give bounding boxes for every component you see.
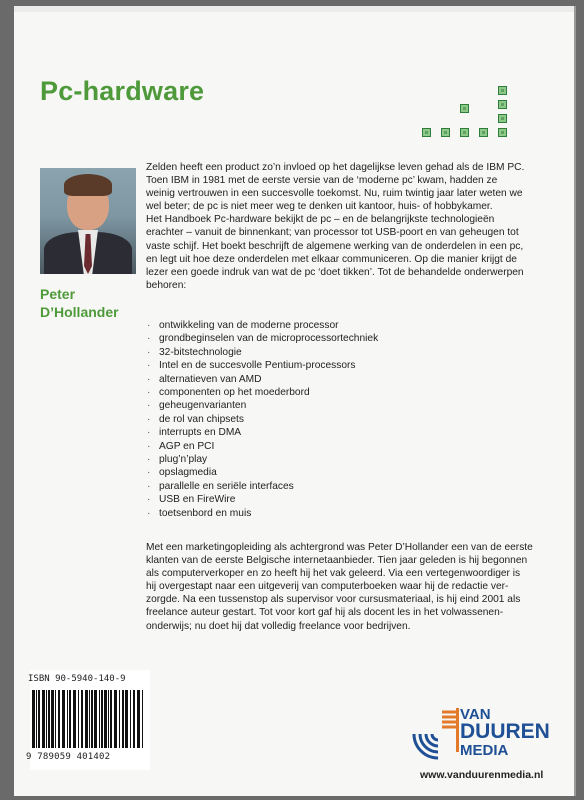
list-item: · de rol van chipsets: [146, 413, 378, 426]
logo-text-duuren: DUUREN: [460, 720, 550, 743]
list-item: · parallelle en seriële interfaces: [146, 480, 378, 493]
logo-accent-bar: [456, 708, 459, 752]
bio-line: Met een marketingopleiding als achtergrond was Peter D’Hollander een van de eerste: [146, 542, 533, 553]
barcode-bar: [42, 690, 45, 748]
barcode-bar: [73, 690, 76, 748]
intro-line: lezer een goede indruk van wat de pc ‘doet tikken’. Tot de behandelde onderwerpen: [146, 266, 524, 278]
bio-line: onderwijs; nu doet hij dat volledig freelance voor bedrijven.: [146, 620, 411, 632]
intro-line: Zelden heeft een product zo’n invloed op het dagelijkse leven gehad als de IBM PC.: [146, 162, 525, 173]
barcode-bar: [137, 690, 140, 748]
barcode-bar: [130, 690, 131, 748]
publisher-url: www.vanduurenmedia.nl: [420, 769, 544, 781]
intro-line: vaste schijf. Het boekt beschrijft de algemene werking van de onderdelen in een pc,: [146, 240, 524, 252]
author-last-name: D’Hollander: [40, 304, 119, 320]
barcode-bar: [32, 690, 35, 748]
decorative-squares: [422, 78, 522, 140]
list-item: · geheugenvarianten: [146, 399, 378, 412]
intro-line: behoren:: [146, 279, 187, 291]
square-icon: [460, 128, 469, 137]
square-icon: [441, 128, 450, 137]
intro-line: wel beter; de pc is niet meer weg te denken uit kantoor, huis- of hobbykamer.: [146, 201, 493, 213]
intro-line: en legt uit hoe deze onderdelen met elkaar communiceren. Op die manier krijgt de: [146, 253, 517, 265]
barcode-bar: [99, 690, 100, 748]
barcode-icon: [32, 690, 146, 748]
bio-line: hij overgestapt naar een uitgeverij van computerboeken waar hij de redactie ver-: [146, 581, 509, 593]
barcode-bar: [101, 690, 103, 748]
barcode-bar: [91, 690, 93, 748]
barcode-bar: [125, 690, 128, 748]
bio-line: als computerverkoper en zo heeft hij het vak geleerd. Via een vertegenwoordiger is: [146, 568, 521, 580]
book-title: Pc-hardware: [40, 76, 205, 106]
list-item: · Intel en de succesvolle Pentium-processors: [146, 359, 378, 372]
list-item: · USB en FireWire: [146, 493, 378, 506]
list-item: · componenten op het moederbord: [146, 386, 378, 399]
barcode-bar: [110, 690, 112, 748]
barcode-bar: [78, 690, 79, 748]
intro-line: Toen IBM in 1981 met de eerste versie van de ‘moderne pc’ kwam, hadden ze: [146, 175, 498, 187]
list-item: · ontwikkeling van de moderne processor: [146, 319, 378, 332]
square-icon: [460, 104, 469, 113]
square-icon: [498, 114, 507, 123]
intro-line: erachter – vanuit de binnenkant; van processor tot USB-poort en van geheugen tot: [146, 227, 519, 239]
book-back-cover: [14, 6, 574, 796]
barcode-bar: [46, 690, 47, 748]
barcode-bar: [94, 690, 97, 748]
logo-text-van: VAN: [460, 706, 491, 723]
barcode-bar: [55, 690, 56, 748]
list-item: · grondbeginselen van de microprocessortechniek: [146, 332, 378, 345]
list-item: · opslagmedia: [146, 466, 378, 479]
list-item: · AGP en PCI: [146, 440, 378, 453]
barcode-bar: [51, 690, 54, 748]
barcode-bar: [38, 690, 40, 748]
list-item: · plug’n’play: [146, 453, 378, 466]
author-photo: [40, 168, 136, 274]
list-item: · toetsenbord en muis: [146, 507, 378, 520]
bio-line: klanten van de eerste Belgische internetaanbieder. Tien jaar geleden is hij begonnen: [146, 555, 528, 567]
intro-line: weinig vertrouwen in een succesvolle toekomst. Nu, ruim twintig jaar later weten we: [146, 188, 523, 200]
topics-list: [146, 319, 378, 520]
square-icon: [498, 100, 507, 109]
barcode-bar: [142, 690, 143, 748]
barcode-bar: [62, 690, 65, 748]
bio-line: zorgde. Na een tussenstop als supervisor voor cursusmateriaal, is hij eind 2001 als: [146, 594, 521, 606]
barcode-bar: [69, 690, 71, 748]
barcode-bar: [36, 690, 37, 748]
list-item: · alternatieven van AMD: [146, 373, 378, 386]
publisher-logo: [412, 696, 562, 766]
logo-text-media: MEDIA: [460, 742, 509, 759]
ean-number: 9 789059 401402: [26, 752, 111, 762]
barcode-bar: [89, 690, 90, 748]
barcode-bar: [122, 690, 124, 748]
barcode-bar: [48, 690, 50, 748]
author-bio-paragraph: [146, 541, 560, 633]
barcode-bar: [67, 690, 68, 748]
list-item: · 32-bitstechnologie: [146, 346, 378, 359]
barcode-bar: [114, 690, 117, 748]
author-first-name: Peter: [40, 286, 76, 302]
barcode-bar: [119, 690, 120, 748]
intro-paragraph: [146, 161, 560, 292]
author-name: [40, 285, 119, 321]
barcode-bar: [108, 690, 109, 748]
square-icon: [422, 128, 431, 137]
square-icon: [498, 128, 507, 137]
barcode-bar: [58, 690, 60, 748]
barcode-bar: [85, 690, 88, 748]
barcode-bar: [104, 690, 107, 748]
cover-top-edge: [14, 6, 574, 12]
bio-line: freelance auteur gestart. Tot voor kort gaf hij als docent les in het volwassenen-: [146, 607, 504, 619]
barcode-bar: [81, 690, 83, 748]
intro-line: Het Handboek Pc-hardware bekijkt de pc – en de belangrijkste technologieën: [146, 214, 495, 226]
square-icon: [479, 128, 488, 137]
list-item: · interrupts en DMA: [146, 426, 378, 439]
isbn-number: ISBN 90-5940-140-9: [28, 674, 126, 684]
square-icon: [498, 86, 507, 95]
barcode-bar: [133, 690, 135, 748]
